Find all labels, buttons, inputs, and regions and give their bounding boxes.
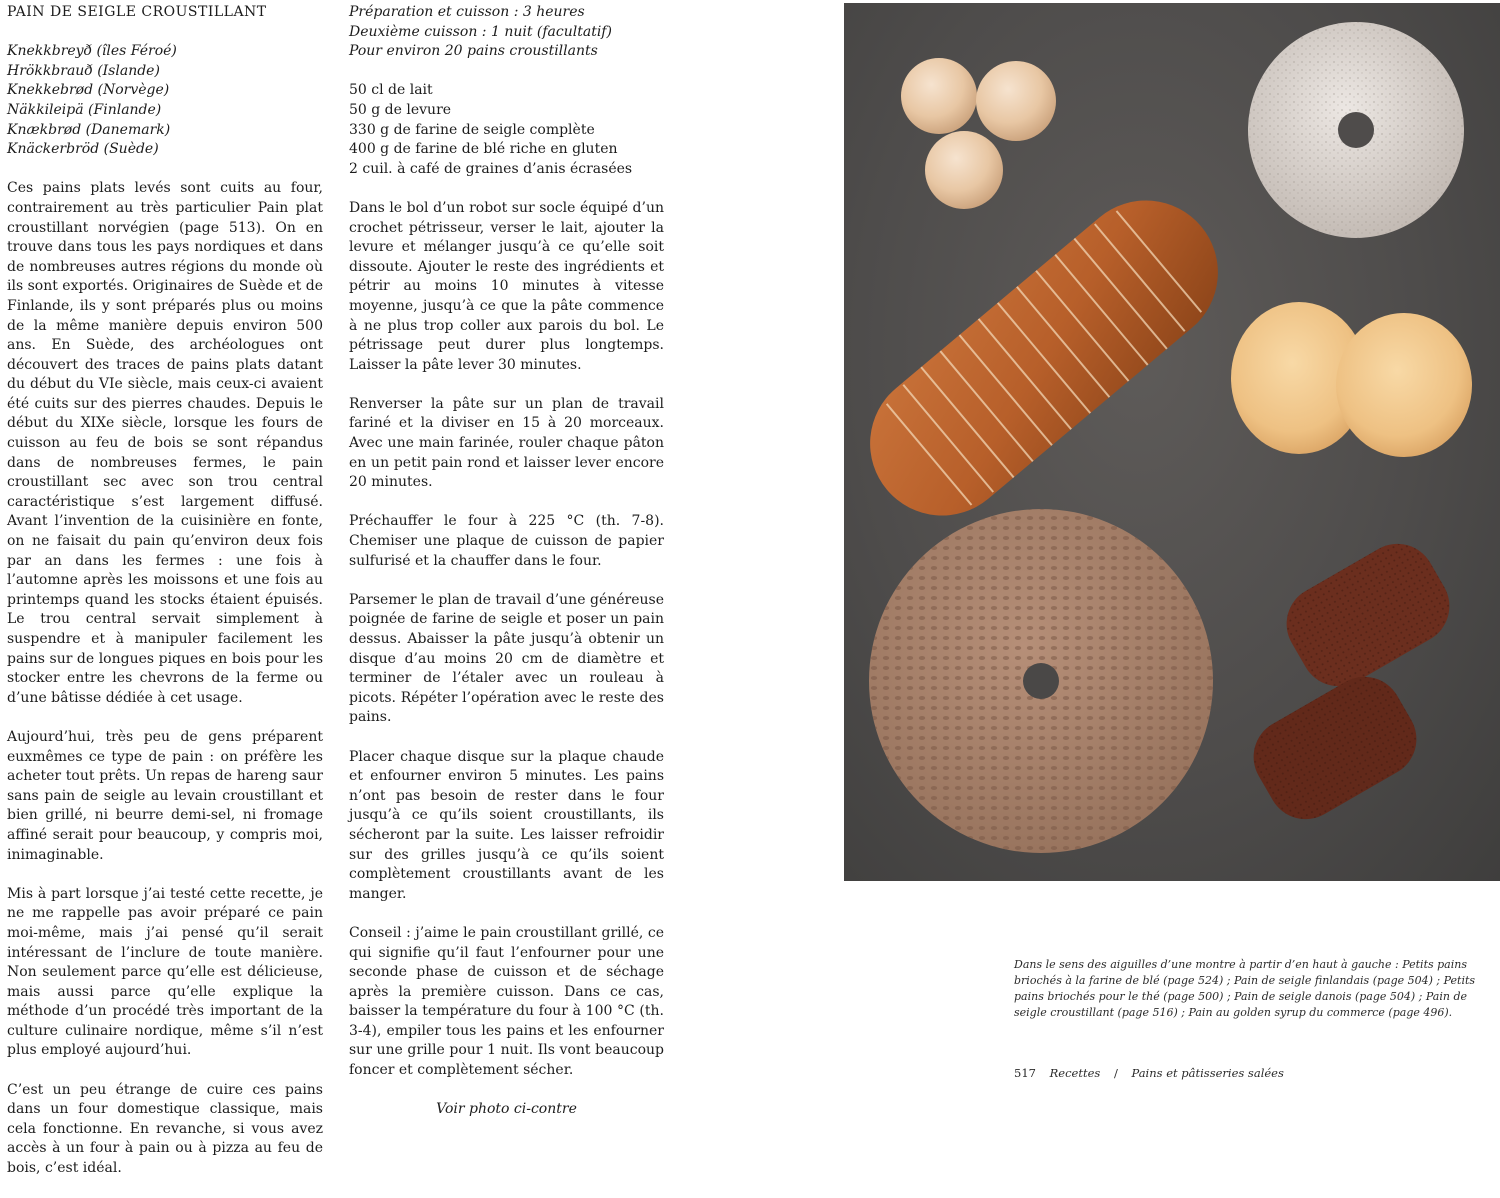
regional-name: Hrökkbrauð (Islande) bbox=[7, 62, 160, 79]
section-name: Recettes bbox=[1049, 1066, 1101, 1080]
regional-name: Knäckerbröd (Suède) bbox=[7, 141, 159, 158]
regional-name: Knækbrød (Danemark) bbox=[7, 121, 171, 138]
ingredient: 50 g de levure bbox=[349, 101, 452, 118]
page-footer bbox=[1014, 1066, 1294, 1080]
ingredient: 2 cuil. à café de graines d’anis écrasées bbox=[349, 160, 633, 177]
photo-reference: Voir photo ci-contre bbox=[436, 1101, 577, 1118]
cooking-tip: Conseil : j’aime le pain croustillant grillé, ce qui signifie qu’il faut l’enfourner pour une seconde phase de cuisson et de séchage après la première cuisson. Dans ce cas, baisser la température du four à 100 °C (th. 3-4), empiler tous les pains et les enfourner sur une grille pour 1 nuit. Ils vont beaucoup foncer et complètement sécher. bbox=[349, 924, 664, 1079]
regional-names-list bbox=[7, 42, 323, 160]
breads-illustration bbox=[844, 3, 1500, 881]
intro-paragraph: Ces pains plats levés sont cuits au four, contrairement au très particulier Pain plat croustillant norvégien (page 513). On en trouve dans tous les pays nordiques et dans de nombreuses autres régions du monde où ils sont exportés. Originaires de Suède et de Finlande, ils y sont préparés plus ou moins de la même manière depuis environ 500 ans. En Suède, des archéologues ont découvert des traces de pains plats datant du début du VIe siècle, mais ceux-ci avaient été cuits sur des pierres chaudes. Depuis le début du XIXe siècle, lorsque les fours de cuisson au feu de bois se sont répandus dans de nombreuses fermes, le pain croustillant sec avec son trou central caractéristique s’est largement diffusé. Avant l’invention de la cuisinière en fonte, on ne faisait du pain qu’environ deux fois par an dans les fermes : une fois à l’automne après les moissons et une fois au printemps quand les stocks étaient épuisés. Le trou central servait simplement à suspendre et à manipuler facilement les pains sur de longues piques en bois pour les stocker entre les chevrons de la ferme ou d’une bâtisse dédiée à cet usage. bbox=[7, 180, 323, 706]
wheat-buns bbox=[901, 58, 1056, 209]
recipe-meta bbox=[349, 3, 664, 62]
intro-paragraph: Aujourd’hui, très peu de gens préparent euxmêmes ce type de pain : on préfère les acheter tout prêts. Un repas de hareng saur sans pain de seigle au levain croustillant et bien grillé, ni beurre demi-sel, ni fromage affiné serait pour beaucoup, y compris moi, inimaginable. bbox=[7, 728, 323, 863]
regional-name: Knekkbreyð (îles Féroé) bbox=[7, 43, 177, 60]
rye-crispbread bbox=[869, 509, 1213, 853]
breads-photo bbox=[844, 3, 1500, 881]
intro-paragraph: C’est un peu étrange de cuire ces pains dans un four domestique classique, mais cela fonctionne. En revanche, si vous avez accès à un four à pain ou à pizza au feu de bois, c’est idéal. bbox=[7, 1081, 323, 1177]
method-step: Préchauffer le four à 225 °C (th. 7-8). Chemiser une plaque de cuisson de papier sulfurisé et la chauffer dans le four. bbox=[349, 513, 664, 569]
intro-column bbox=[7, 0, 323, 1198]
ingredient: 50 cl de lait bbox=[349, 82, 433, 99]
golden-syrup-bread bbox=[1240, 530, 1464, 833]
second-bake: Deuxième cuisson : 1 nuit (facultatif) bbox=[349, 23, 612, 40]
ingredient: 330 g de farine de seigle complète bbox=[349, 121, 595, 138]
finnish-rye-ring bbox=[1248, 22, 1464, 238]
regional-name: Näkkileipä (Finlande) bbox=[7, 101, 162, 118]
prep-time: Préparation et cuisson : 3 heures bbox=[349, 4, 585, 20]
method-step: Placer chaque disque sur la plaque chaude et enfourner environ 5 minutes. Les pains n’ont pas besoin de rester dans le four jusqu’à ce qu’ils soient croustillants, ils sécheront par la suite. Les laisser refroidir sur des grilles jusqu’à ce qu’ils soient complètement croustillants avant de les manger. bbox=[349, 748, 664, 902]
ingredients-list bbox=[349, 81, 664, 179]
recipe-title: PAIN DE SEIGLE CROUSTILLANT bbox=[7, 4, 267, 20]
regional-name: Knekkebrød (Norvège) bbox=[7, 82, 170, 99]
recipe-column bbox=[349, 0, 664, 1120]
method-step: Dans le bol d’un robot sur socle équipé d’un crochet pétrisseur, verser le lait, ajouter la levure et mélanger jusqu’à ce qu’elle soit dissoute. Ajouter le reste des ingrédients et pétrir au moins 10 minutes à vitesse moyenne, jusqu’à ce que la pâte commence à ne plus trop coller aux parois du bol. Le pétrissage peut durer plus longtemps. Laisser la pâte lever 30 minutes. bbox=[349, 199, 664, 373]
method-step: Renverser la pâte sur un plan de travail fariné et la diviser en 15 à 20 morceaux. Avec une main farinée, rouler chaque pâton en un petit pain rond et laisser lever encore 20 minutes. bbox=[349, 395, 664, 491]
photo-caption: Dans le sens des aiguilles d’une montre à partir d’en haut à gauche : Petits pains briochés à la farine de blé (page 524) ; Pain de seigle finlandais (page 504) ; Petits pains briochés pour le thé (page 500) ; Pain de seigle danois (page 504) ; Pain de seigle croustillant (page 516) ; Pain au golden syrup du commerce (page 496). bbox=[1014, 958, 1476, 1019]
danish-rye-loaf bbox=[844, 171, 1247, 545]
ingredient: 400 g de farine de blé riche en gluten bbox=[349, 141, 618, 158]
yield: Pour environ 20 pains croustillants bbox=[349, 43, 598, 60]
footer-separator: / bbox=[1113, 1066, 1118, 1080]
intro-paragraph: Mis à part lorsque j’ai testé cette recette, je ne me rappelle pas avoir préparé ce pain moi-même, mais j’ai pensé qu’il serait intéressant de l’inclure de toute manière. Non seulement parce qu’elle est délicieuse, mais aussi parce qu’elle explique la méthode d’un procédé très important de la culture culinaire nordique, même s’il n’est plus employé aujourd’hui. bbox=[7, 885, 323, 1059]
method-step: Parsemer le plan de travail d’une généreuse poignée de farine de seigle et poser un pain dessus. Abaisser la pâte jusqu’à obtenir un disque d’au moins 20 cm de diamètre et terminer de l’étaler avec un rouleau à picots. Répéter l’opération avec le reste des pains. bbox=[349, 591, 664, 726]
tea-buns bbox=[1231, 302, 1472, 457]
subsection-name: Pains et pâtisseries salées bbox=[1131, 1066, 1284, 1080]
page-number: 517 bbox=[1014, 1066, 1036, 1080]
